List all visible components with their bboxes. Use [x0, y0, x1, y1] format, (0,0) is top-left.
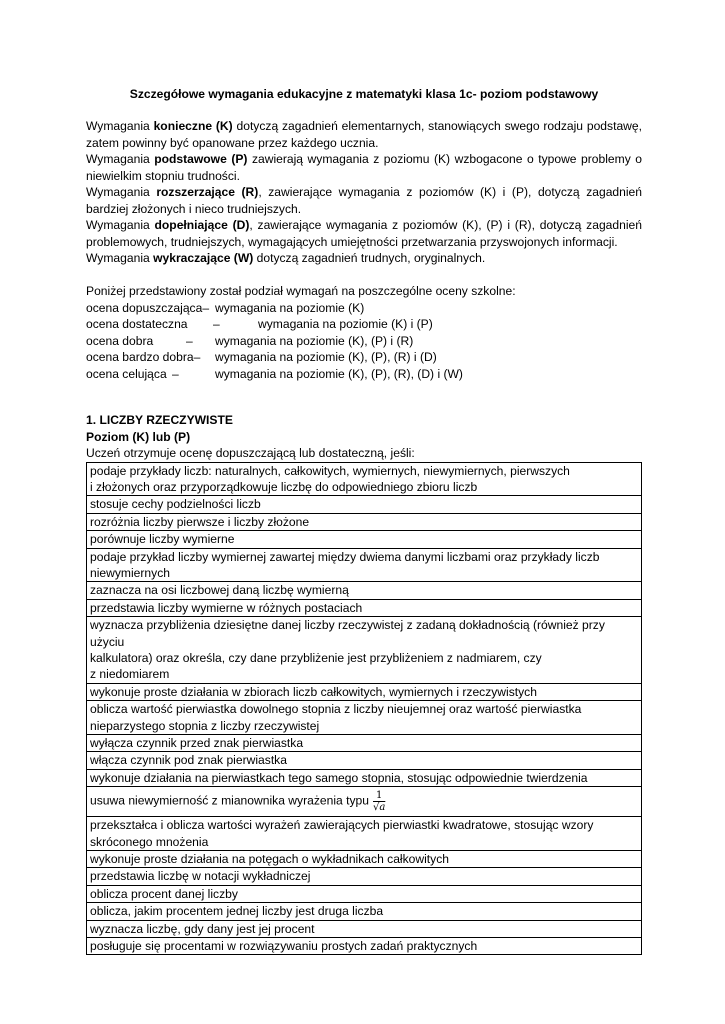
table-row	[87, 617, 642, 684]
table-row	[87, 752, 642, 769]
requirement-text: posługuje się procentami w rozwiązywaniu prostych zadań praktycznych	[90, 939, 478, 954]
table-cell	[87, 496, 642, 513]
radical-sign: √	[372, 802, 380, 814]
requirement-text: zaznacza na osi liczbowej daną liczbę wymierną	[90, 583, 349, 598]
table-cell	[87, 938, 642, 955]
grade-row: ocena dostateczna – wymagania na poziomie (K) i (P)	[86, 317, 433, 331]
requirement-text: wyznacza przybliżenia dziesiętne danej liczby rzeczywistej z zadaną dokładnością (również przy użyciu kalkulatora) oraz określa, czy dane przybliżenie jest przybliżeniem z nadmiarem, czy z niedomiarem	[90, 618, 605, 682]
grade-row: ocena dobra – wymagania na poziomie (K), (P) i (R)	[86, 333, 414, 348]
grades-intro: Poniżej przedstawiony został podział wymagań na poszczególne oceny szkolne:	[86, 284, 516, 298]
section-real-numbers	[86, 412, 642, 955]
table-row	[87, 582, 642, 599]
section-lead: Uczeń otrzymuje ocenę dopuszczającą lub dostateczną, jeśli:	[86, 446, 415, 460]
table-row	[87, 938, 642, 955]
table-cell	[87, 903, 642, 920]
requirement-text: stosuje cechy podzielności liczb	[90, 497, 261, 512]
table-cell	[87, 735, 642, 752]
table-row	[87, 683, 642, 700]
requirement-text: rozróżnia liczby pierwsze i liczby złożone	[90, 514, 310, 529]
table-cell	[87, 769, 642, 786]
table-cell	[87, 513, 642, 530]
table-cell	[87, 701, 642, 735]
table-cell	[87, 851, 642, 868]
fraction-denominator	[373, 802, 385, 813]
requirements-intro	[86, 118, 642, 267]
page-title: Szczegółowe wymagania edukacyjne z matematyki klasa 1c- poziom podstawowy	[129, 87, 599, 101]
table-cell	[87, 787, 642, 817]
table-cell	[87, 817, 642, 851]
requirement-text: podaje przykłady liczb: naturalnych, całkowitych, wymiernych, niewymiernych, pierwszych i złożonych oraz przyporządkowuje liczbę do odpowiedniego zbioru liczb	[90, 463, 570, 494]
grade-row: ocena dopuszczająca– wymagania na poziomie (K)	[86, 300, 365, 315]
requirement-text: wyznacza liczbę, gdy dany jest jej procent	[90, 921, 315, 936]
table-row	[87, 868, 642, 885]
table-cell	[87, 752, 642, 769]
table-cell	[87, 548, 642, 582]
table-row	[87, 851, 642, 868]
table-row	[87, 735, 642, 752]
grade-row: ocena celująca – wymagania na poziomie (K), (P), (R), (D) i (W)	[86, 366, 463, 381]
table-row	[87, 531, 642, 548]
table-cell	[87, 885, 642, 902]
table-cell	[87, 462, 642, 496]
radicand: a	[379, 802, 386, 814]
intro-p: Wymagania podstawowe (P) zawierają wymagania z poziomu (K) wzbogacone o typowe problemy o niewielkim stopniu trudności.	[86, 152, 643, 183]
requirement-text: przedstawia liczbę w notacji wykładniczej	[90, 869, 311, 884]
table-cell	[87, 920, 642, 937]
table-cell	[87, 531, 642, 548]
table-row	[87, 701, 642, 735]
table-cell	[87, 617, 642, 684]
requirements-table	[86, 462, 642, 956]
table-row	[87, 599, 642, 616]
requirement-text: oblicza procent danej liczby	[90, 886, 238, 901]
fraction-formula	[373, 790, 385, 813]
table-cell	[87, 582, 642, 599]
requirement-text: oblicza, jakim procentem jednej liczby jest druga liczba	[90, 904, 384, 919]
intro-r: Wymagania rozszerzające (R), zawierające wymagania z poziomów (K) i (P), dotyczą zagadnień bardziej złożonych i nieco trudniejszych.	[86, 185, 643, 216]
requirement-text: wykonuje proste działania na potęgach o wykładnikach całkowitych	[90, 852, 449, 867]
requirement-text: przekształca i oblicza wartości wyrażeń zawierających pierwiastki kwadratowe, stosując wzory skróconego mnożenia	[90, 818, 594, 849]
intro-d: Wymagania dopełniające (D), zawierające wymagania z poziomów (K), (P) i (R), dotyczą zagadnień problemowych, trudniejszych, wymagających umiejętności przetwarzania przyswojonych informacji.	[86, 218, 642, 249]
table-cell	[87, 599, 642, 616]
table-cell	[87, 868, 642, 885]
section-heading: 1. LICZBY RZECZYWISTE	[86, 413, 233, 427]
intro-k: Wymagania konieczne (K) dotyczą zagadnień elementarnych, stanowiących swego rodzaju podstawę, zatem powinny być opanowane przez każdego ucznia.	[86, 119, 642, 150]
table-row	[87, 513, 642, 530]
intro-w: Wymagania wykraczające (W) dotyczą zagadnień trudnych, oryginalnych.	[86, 251, 486, 265]
table-row	[87, 462, 642, 496]
requirement-text: wykonuje działania na pierwiastkach tego samego stopnia, stosując odpowiednie twierdzenia	[90, 770, 588, 785]
requirement-text: porównuje liczby wymierne	[90, 532, 235, 547]
grade-row: ocena bardzo dobra– wymagania na poziomie (K), (P), (R) i (D)	[86, 350, 437, 364]
requirement-text: usuwa niewymierność z mianownika wyrażenia typu	[90, 793, 369, 808]
table-row	[87, 903, 642, 920]
table-row	[87, 787, 642, 817]
table-row	[87, 885, 642, 902]
table-row	[87, 769, 642, 786]
table-row	[87, 496, 642, 513]
requirement-text: wykonuje proste działania w zbiorach liczb całkowitych, wymiernych i rzeczywistych	[90, 684, 537, 699]
section-level: Poziom (K) lub (P)	[86, 429, 191, 444]
grades-list	[86, 283, 642, 382]
requirement-text: oblicza wartość pierwiastka dowolnego stopnia z liczby nieujemnej oraz wartość pierwiastka nieparzystego stopnia z liczby rzeczywistej	[90, 702, 582, 733]
fraction-numerator: 1	[373, 790, 385, 802]
requirement-text: podaje przykład liczby wymiernej zawartej między dwiema danymi liczbami oraz przykłady liczb niewymiernych	[90, 549, 600, 580]
requirement-text: przedstawia liczby wymierne w różnych postaciach	[90, 600, 363, 615]
requirement-text: wyłącza czynnik przed znak pierwiastka	[90, 736, 304, 750]
table-row	[87, 548, 642, 582]
table-cell	[87, 683, 642, 700]
table-row	[87, 920, 642, 937]
table-row	[87, 817, 642, 851]
requirement-text: włącza czynnik pod znak pierwiastka	[90, 753, 287, 768]
